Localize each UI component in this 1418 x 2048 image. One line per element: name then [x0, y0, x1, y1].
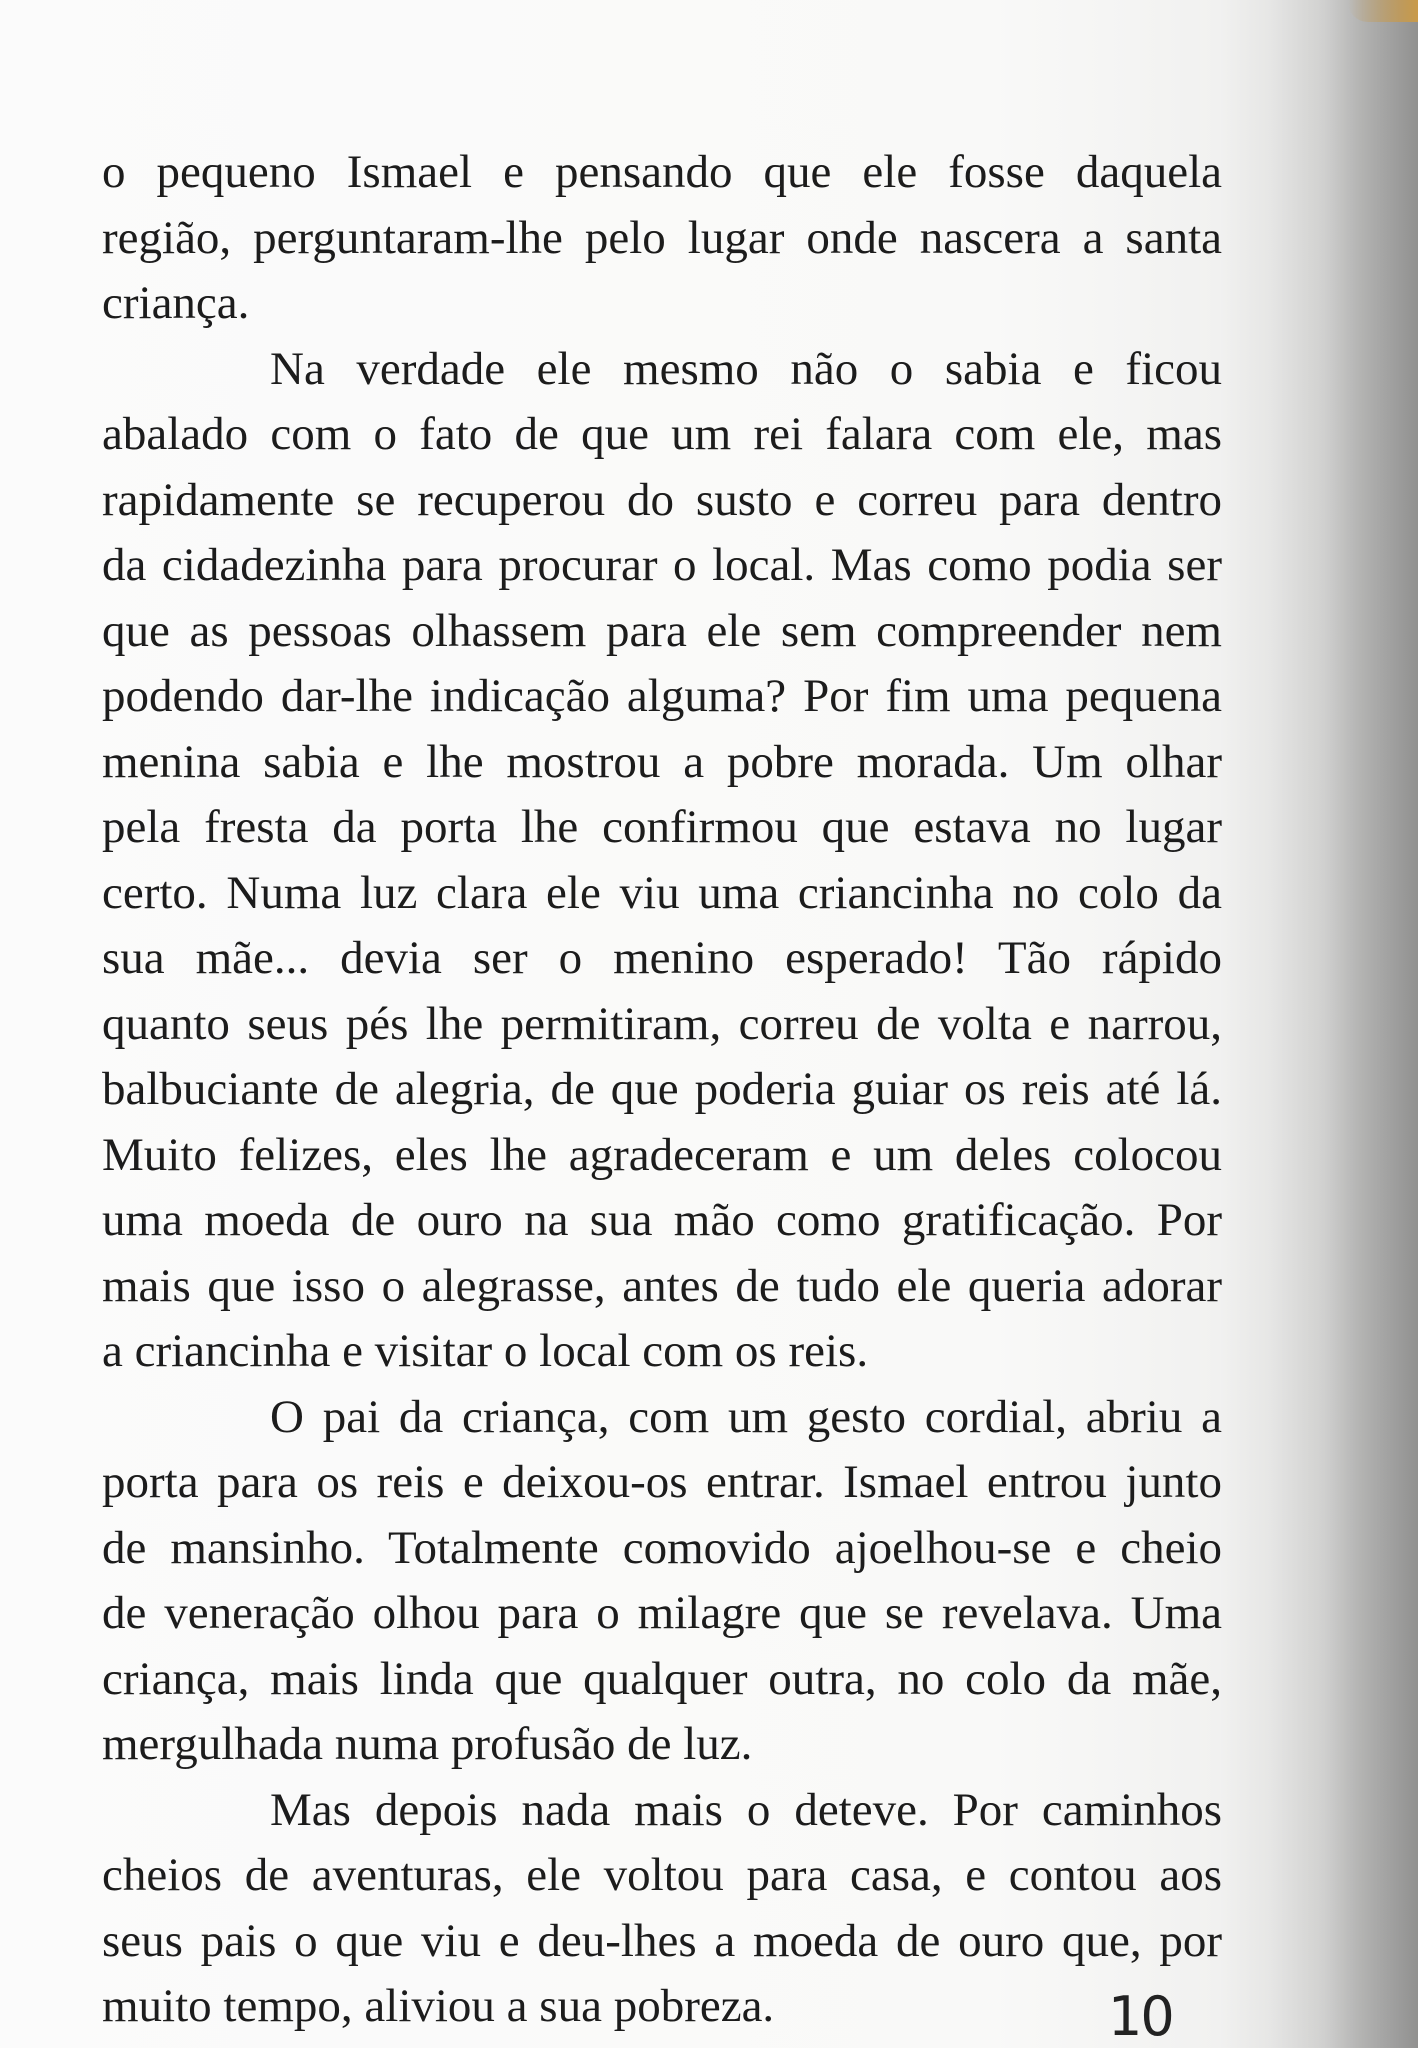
text-line: uma moeda de ouro na sua mão como gratificação. Por [102, 1194, 1222, 1246]
text-line: Mas depois nada mais o deteve. Por caminhos [270, 1783, 1222, 1836]
text-line: cheios de aventuras, ele voltou para casa, e contou aos [102, 1849, 1222, 1901]
text-line: seus pais o que viu e deu-lhes a moeda de ouro que, por [102, 1914, 1222, 1967]
text-line: certo. Numa luz clara ele viu uma criancinha no colo da [102, 866, 1222, 919]
text-line: muito tempo, aliviou a sua pobreza. [102, 1980, 775, 2032]
text-line: Na verdade ele mesmo não o sabia e ficou [270, 342, 1222, 395]
text-line: criança, mais linda que qualquer outra, no colo da mãe, [102, 1652, 1222, 1705]
page-corner-tab [1348, 0, 1418, 22]
text-line: pela fresta da porta lhe confirmou que estava no lugar [102, 801, 1222, 853]
text-line: mais que isso o alegrasse, antes de tudo ele queria adorar [102, 1259, 1222, 1312]
spine-shadow [1268, 0, 1418, 2048]
text-line: da cidadezinha para procurar o local. Mas como podia ser [102, 539, 1222, 591]
body-text [102, 140, 1222, 2040]
text-line: balbuciante de alegria, de que poderia guiar os reis até lá. [102, 1063, 1222, 1115]
text-line: a criancinha e visitar o local com os reis. [102, 1325, 869, 1377]
page-number: 10 [1108, 1985, 1173, 2048]
text-line: abalado com o fato de que um rei falara com ele, mas [102, 408, 1222, 460]
text-line: de mansinho. Totalmente comovido ajoelhou-se e cheio [102, 1521, 1222, 1574]
text-line: criança. [102, 277, 250, 329]
text-line: que as pessoas olhassem para ele sem compreender nem [102, 604, 1222, 657]
text-line: quanto seus pés lhe permitiram, correu de volta e narrou, [102, 997, 1222, 1050]
text-line: O pai da criança, com um gesto cordial, abriu a [270, 1390, 1222, 1443]
text-line: região, perguntaram-lhe pelo lugar onde nascera a santa [102, 211, 1222, 264]
text-line: rapidamente se recuperou do susto e correu para dentro [102, 473, 1222, 526]
text-line: o pequeno Ismael e pensando que ele fosse daquela [102, 146, 1222, 198]
text-line: porta para os reis e deixou-os entrar. Ismael entrou junto [102, 1456, 1222, 1508]
text-line: podendo dar-lhe indicação alguma? Por fim uma pequena [102, 670, 1222, 722]
text-line: menina sabia e lhe mostrou a pobre morada. Um olhar [102, 735, 1222, 788]
text-line: Muito felizes, eles lhe agradeceram e um deles colocou [102, 1128, 1222, 1181]
text-line: sua mãe... devia ser o menino esperado! Tão rápido [102, 932, 1222, 984]
text-line: mergulhada numa profusão de luz. [102, 1718, 753, 1770]
text-line: de veneração olhou para o milagre que se revelava. Uma [102, 1587, 1222, 1639]
